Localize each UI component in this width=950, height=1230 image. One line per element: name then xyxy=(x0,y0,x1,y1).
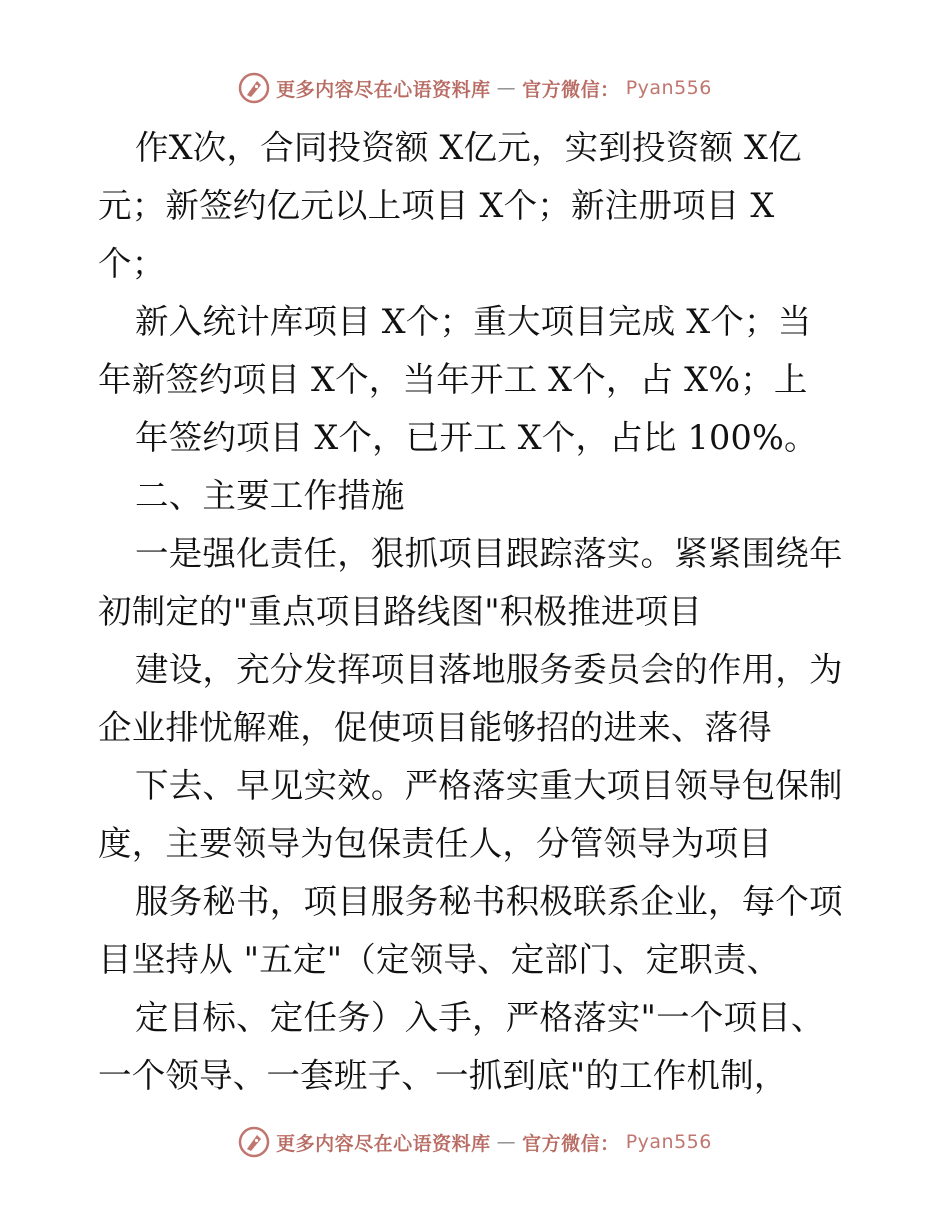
section-heading: 二、主要工作措施 xyxy=(135,476,405,515)
header-watermark xyxy=(0,72,950,104)
watermark-wechat-id: Pyan556 xyxy=(625,77,712,99)
text-line-5: 年新签约项目 X个，当年开工 X个，占 X%；上 xyxy=(98,360,808,399)
text-line-2: 元；新签约亿元以上项目 X个；新注册项目 X xyxy=(98,186,775,225)
text-line-12: 下去、早见实效。严格落实重大项目领导包保制 xyxy=(135,766,843,805)
text-line-10: 建设，充分发挥项目落地服务委员会的作用，为 xyxy=(135,650,843,689)
text-line-4: 新入统计库项目 X个；重大项目完成 X个；当 xyxy=(135,302,812,341)
watermark-separator: — xyxy=(496,77,517,99)
text-line-6: 年签约项目 X个，已开工 X个，占比 100%。 xyxy=(135,418,818,457)
pen-nib-logo-icon xyxy=(238,72,270,104)
text-line-17: 一个领导、一套班子、一抓到底"的工作机制， xyxy=(98,1056,788,1095)
text-line-15: 目坚持从 "五定"（定领导、定部门、定职责、 xyxy=(98,940,781,979)
watermark-text: 更多内容尽在心语资料库 xyxy=(276,1132,491,1155)
text-line-13: 度，主要领导为包保责任人，分管领导为项目 xyxy=(98,824,772,863)
watermark-wechat-label: 官方微信： xyxy=(522,78,620,101)
watermark-wechat-id: Pyan556 xyxy=(625,1131,712,1153)
pen-nib-logo-icon xyxy=(238,1126,270,1158)
text-line-1: 作X次，合同投资额 X亿元，实到投资额 X亿 xyxy=(135,128,802,167)
watermark-text: 更多内容尽在心语资料库 xyxy=(276,78,491,101)
text-line-11: 企业排忧解难，促使项目能够招的进来、落得 xyxy=(98,708,772,747)
text-line-9: 初制定的"重点项目路线图"积极推进项目 xyxy=(98,592,703,631)
text-line-8: 一是强化责任，狠抓项目跟踪落实。紧紧围绕年 xyxy=(135,534,843,573)
text-line-16: 定目标、定任务）入手，严格落实"一个项目、 xyxy=(135,998,825,1037)
text-line-3: 个； xyxy=(98,244,166,283)
footer-watermark xyxy=(0,1126,950,1158)
watermark-wechat-label: 官方微信： xyxy=(522,1132,620,1155)
text-line-14: 服务秘书，项目服务秘书积极联系企业，每个项 xyxy=(135,882,843,921)
watermark-separator: — xyxy=(496,1131,517,1153)
